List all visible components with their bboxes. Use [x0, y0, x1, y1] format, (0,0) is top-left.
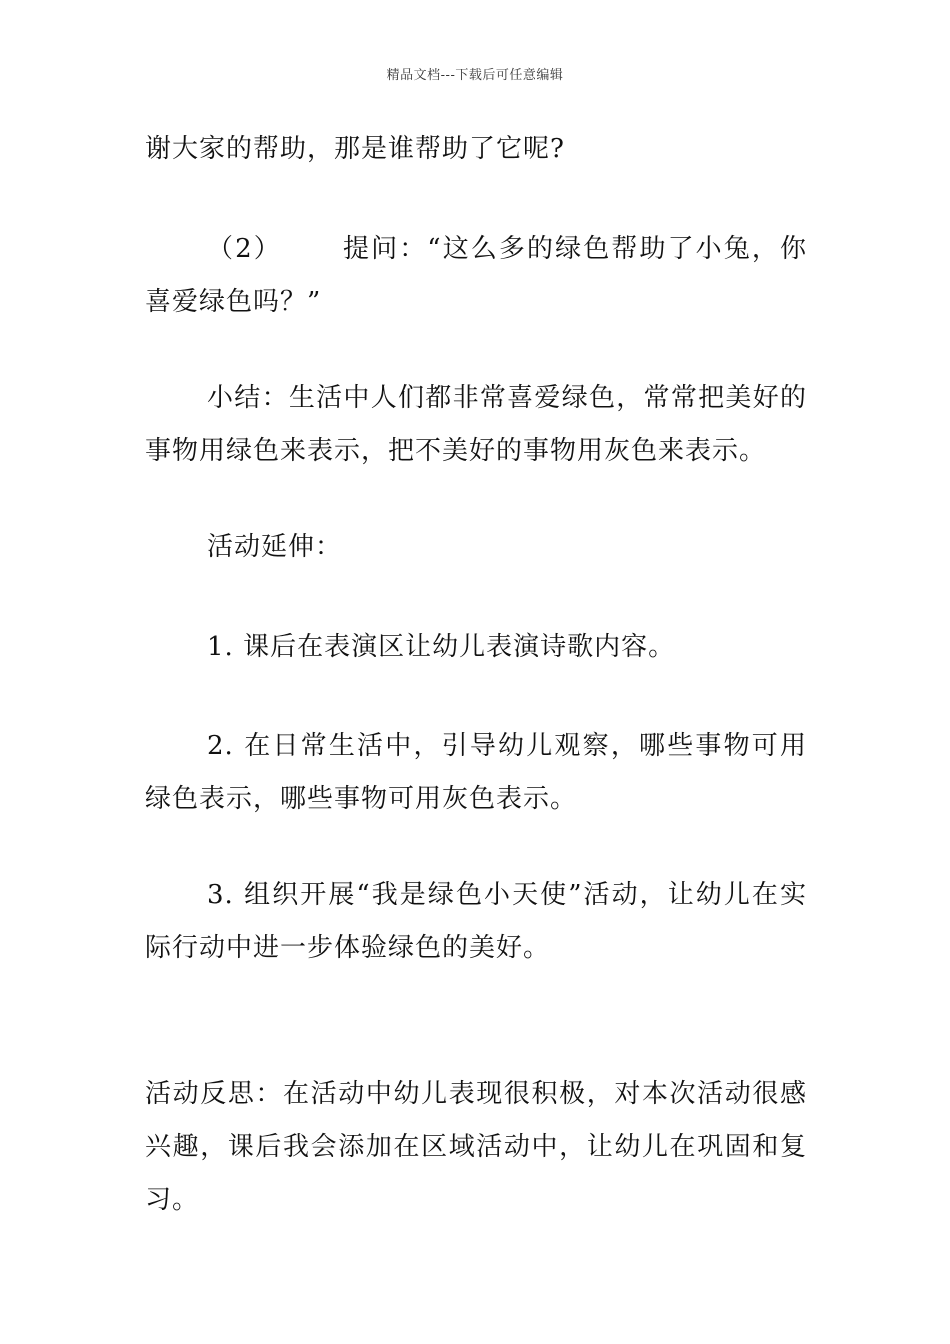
paragraph-6: 2. 在日常生活中，引导幼儿观察，哪些事物可用绿色表示，哪些事物可用灰色表示。	[145, 731, 807, 814]
paragraph-4: 活动延伸：	[207, 532, 343, 562]
page-header: 精品文档---下载后可任意编辑	[386, 68, 564, 83]
paragraph-1: 谢大家的帮助，那是谁帮助了它呢?	[145, 134, 565, 164]
paragraph-2-text: 提问：“这么多的绿色帮助了小兔，你喜爱绿色吗？”	[145, 234, 808, 317]
paragraph-2	[145, 223, 807, 329]
paragraph-5: 1. 课后在表演区让幼儿表演诗歌内容。	[207, 632, 676, 662]
paragraph-8: 活动反思：在活动中幼儿表现很积极，对本次活动很感兴趣，课后我会添加在区域活动中，让幼儿在巩固和复习。	[145, 1079, 807, 1215]
paragraph-7: 3. 组织开展“我是绿色小天使”活动，让幼儿在实际行动中进一步体验绿色的美好。	[145, 880, 807, 963]
paragraph-3: 小结：生活中人们都非常喜爱绿色，常常把美好的事物用绿色来表示，把不美好的事物用灰色来表示。	[145, 383, 807, 466]
paragraph-2-label: （2）	[207, 234, 282, 264]
